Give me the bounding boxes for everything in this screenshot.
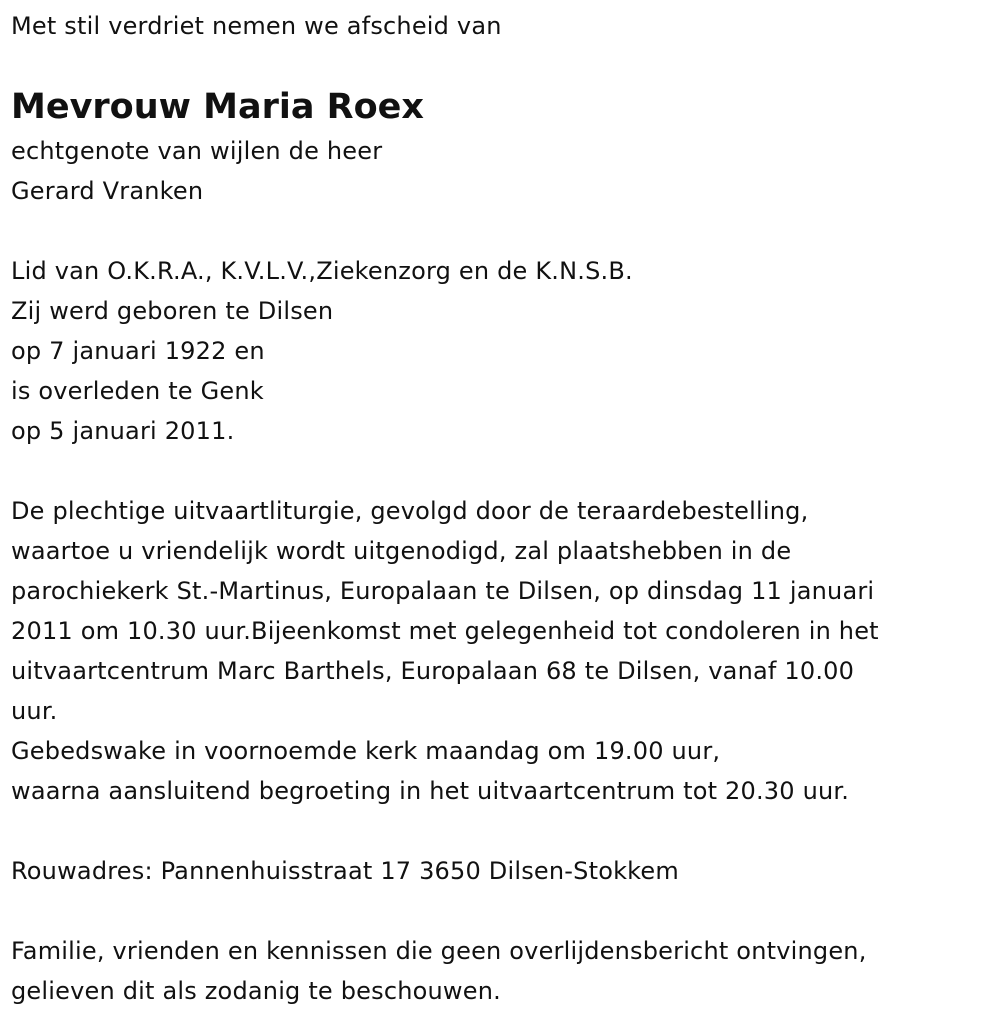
ceremony-line: uur. — [11, 697, 58, 725]
ceremony-line: 2011 om 10.30 uur.Bijeenkomst met gelegenheid tot condoleren in het — [11, 617, 879, 645]
vigil-line: waarna aansluitend begroeting in het uitvaartcentrum tot 20.30 uur. — [11, 777, 850, 805]
spacer — [11, 211, 986, 251]
membership-line: Lid van O.K.R.A., K.V.L.V.,Ziekenzorg en de K.N.S.B. — [11, 257, 633, 285]
closing-line: gelieven dit als zodanig te beschouwen. — [11, 977, 501, 1005]
spacer — [11, 811, 986, 851]
intro-text: Met stil verdriet nemen we afscheid van — [11, 12, 502, 40]
ceremony-line: waartoe u vriendelijk wordt uitgenodigd, zal plaatshebben in de — [11, 537, 792, 565]
ceremony-line: De plechtige uitvaartliturgie, gevolgd door de teraardebestelling, — [11, 497, 809, 525]
spacer — [11, 891, 986, 931]
birth-place-line: Zij werd geboren te Dilsen — [11, 297, 334, 325]
obituary-notice — [11, 0, 986, 1011]
death-date-line: op 5 januari 2011. — [11, 417, 235, 445]
birth-date-line: op 7 januari 1922 en — [11, 337, 265, 365]
mourning-address: Rouwadres: Pannenhuisstraat 17 3650 Dilsen-Stokkem — [11, 857, 679, 885]
ceremony-line: uitvaartcentrum Marc Barthels, Europalaan 68 te Dilsen, vanaf 10.00 — [11, 657, 855, 685]
spacer — [11, 451, 986, 491]
ceremony-line: parochiekerk St.-Martinus, Europalaan te Dilsen, op dinsdag 11 januari — [11, 577, 875, 605]
deceased-name: Mevrouw Maria Roex — [11, 87, 424, 127]
death-place-line: is overleden te Genk — [11, 377, 264, 405]
vigil-line: Gebedswake in voornoemde kerk maandag om 19.00 uur, — [11, 737, 721, 765]
spouse-name: Gerard Vranken — [11, 177, 204, 205]
closing-line: Familie, vrienden en kennissen die geen overlijdensbericht ontvingen, — [11, 937, 867, 965]
spouse-line: echtgenote van wijlen de heer — [11, 137, 383, 165]
